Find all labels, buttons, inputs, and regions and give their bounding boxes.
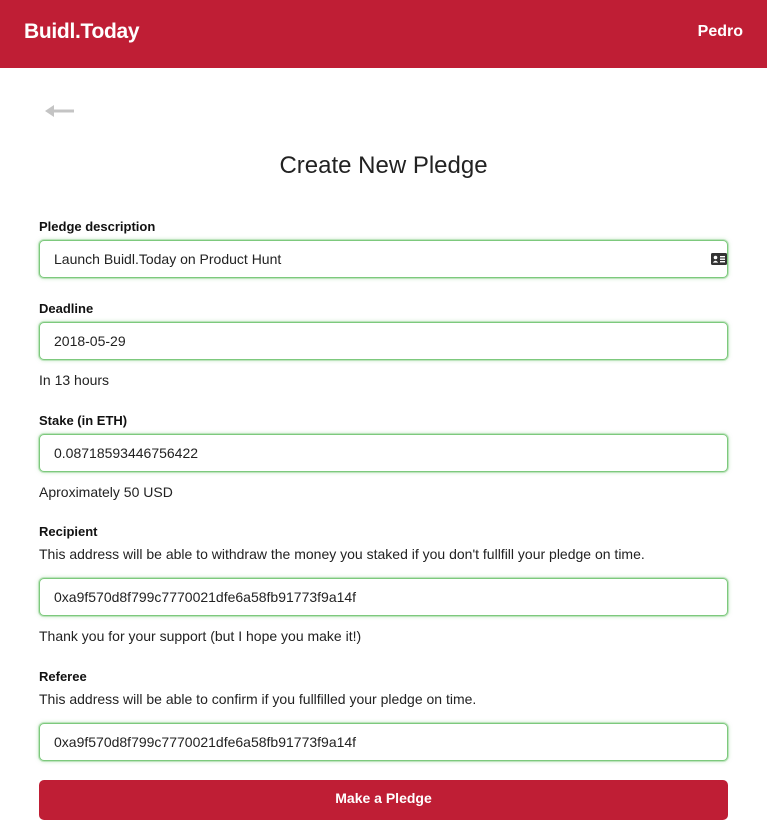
arrow-left-icon: [42, 102, 76, 120]
contact-card-icon[interactable]: [711, 253, 727, 265]
stake-help-text: Aproximately 50 USD: [39, 484, 173, 500]
description-label: Pledge description: [39, 219, 156, 234]
recipient-description: This address will be able to withdraw the money you staked if you don't fullfill your pledge on time.: [39, 546, 645, 562]
page-title: Create New Pledge: [279, 152, 488, 179]
referee-description: This address will be able to confirm if you fullfilled your pledge on time.: [39, 691, 477, 707]
user-menu[interactable]: Pedro: [697, 23, 743, 40]
description-input[interactable]: [39, 240, 728, 278]
stake-input[interactable]: [39, 434, 728, 472]
deadline-help-text: In 13 hours: [39, 372, 110, 388]
make-pledge-button[interactable]: Make a Pledge: [39, 780, 728, 820]
recipient-help-text: Thank you for your support (but I hope you make it!): [39, 628, 362, 644]
deadline-label: Deadline: [39, 301, 94, 316]
referee-label: Referee: [39, 669, 87, 684]
brand-logo-link[interactable]: Buidl.Today: [24, 20, 140, 43]
recipient-label: Recipient: [39, 524, 98, 539]
recipient-input[interactable]: [39, 578, 728, 616]
referee-input[interactable]: [39, 723, 728, 761]
navbar: [0, 0, 767, 68]
back-button[interactable]: [42, 102, 76, 120]
stake-label: Stake (in ETH): [39, 413, 128, 428]
deadline-input[interactable]: [39, 322, 728, 360]
